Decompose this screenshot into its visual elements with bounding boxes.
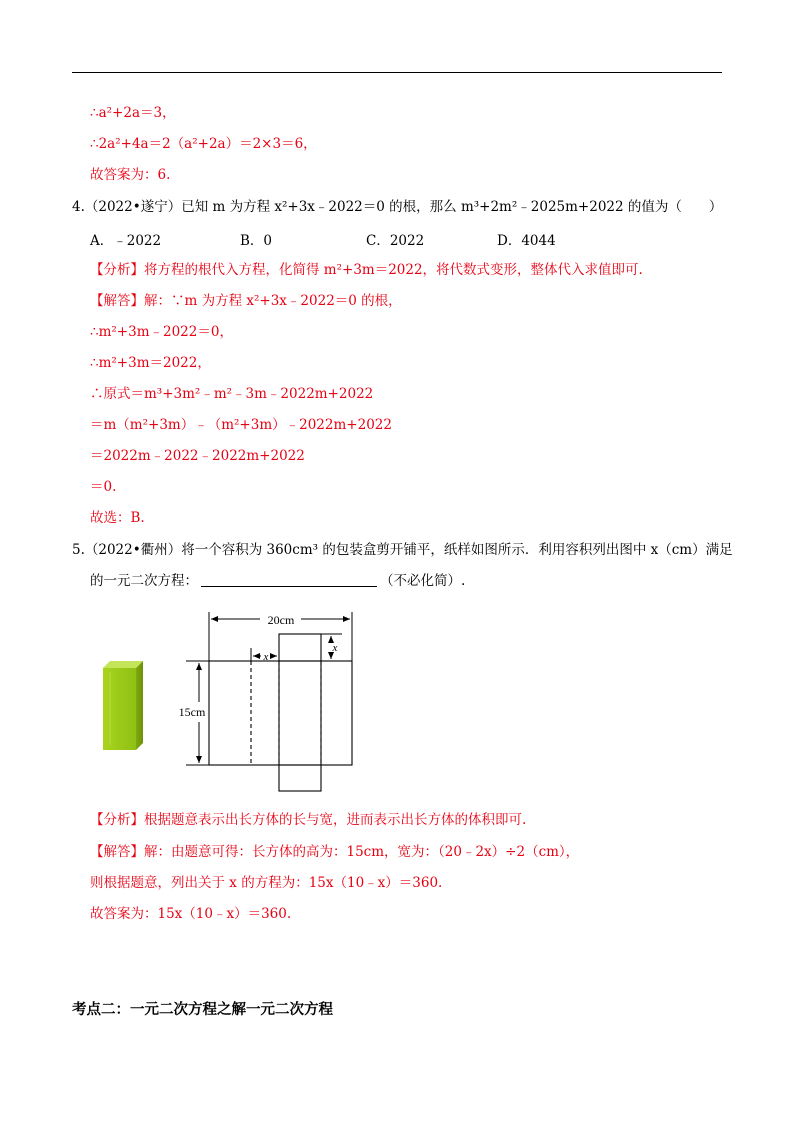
- q4-solution-line-7: ＝0.: [90, 479, 117, 495]
- q5-solution-line-3: 故答案为：15x（10﹣x）＝360.: [90, 906, 292, 922]
- q5-solution-line-1: 【解答】解：由题意可得：长方体的高为：15cm，宽为：（20﹣2x）÷2（cm），: [90, 844, 580, 860]
- q5-solution-line-2: 则根据题意，列出关于 x 的方程为：15x（10﹣x）＝360.: [90, 875, 443, 891]
- q5-stem-suffix: （不必化简）.: [380, 573, 466, 589]
- q4-option-c: C．2022: [366, 233, 425, 249]
- x-horizontal-label: x: [263, 651, 269, 663]
- net-bottom-flap: [279, 765, 321, 791]
- q4-stem: 4.（2022•遂宁）已知 m 为方程 x²+3x﹣2022＝0 的根，那么 m³+2m²﹣2025m+2022 的值为（ ）: [72, 199, 723, 215]
- q4-solution-line-3: ∴m²+3m＝2022，: [90, 355, 211, 371]
- q4-solution-line-1: 【解答】解：∵m 为方程 x²+3x﹣2022＝0 的根，: [90, 293, 402, 309]
- q4-option-d: D．4044: [497, 233, 556, 249]
- x-vertical-label: x: [332, 642, 338, 654]
- section-heading: 考点二：一元二次方程之解一元二次方程: [72, 1001, 333, 1018]
- width-label: 20cm: [267, 613, 295, 627]
- q4-solution-line-2: ∴m²+3m﹣2022＝0，: [90, 324, 233, 340]
- q4-option-a: A．﹣2022: [90, 233, 162, 249]
- q4-solution-line-5: ＝m（m²+3m）﹣（m²+3m）﹣2022m+2022: [90, 417, 392, 433]
- q4-analysis: 【分析】将方程的根代入方程，化简得 m²+3m＝2022，将代数式变形，整体代入求值即可.: [90, 262, 643, 278]
- q4-solution-line-4: ∴原式＝m³+3m²﹣m²﹣3m﹣2022m+2022: [90, 386, 374, 402]
- q4-solution-line-6: ＝2022m﹣2022﹣2022m+2022: [90, 448, 305, 464]
- q5-stem-line-1: 5.（2022•衢州）将一个容积为 360cm³ 的包装盒剪开铺平，纸样如图所示．利用容积列出图中 x（cm）满足: [72, 542, 733, 558]
- prev-solution-line-3: 故答案为：6.: [90, 167, 171, 183]
- height-label: 15cm: [178, 705, 206, 719]
- q4-solution-line-8: 故选：B.: [90, 510, 145, 526]
- x-vertical-dimension: [321, 634, 342, 659]
- q5-analysis: 【分析】根据题意表示出长方体的长与宽，进而表示出长方体的体积即可.: [90, 812, 527, 828]
- q4-option-b: B．0: [240, 233, 273, 249]
- net-top-flap: [279, 634, 321, 661]
- q5-stem-prefix: 的一元二次方程：: [90, 573, 198, 589]
- net-main-rect: [209, 661, 352, 765]
- prev-solution-line-2: ∴2a²+4a＝2（a²+2a）＝2×3＝6，: [90, 136, 317, 152]
- package-box-image: [103, 661, 143, 750]
- prev-solution-line-1: ∴a²+2a＝3，: [90, 105, 176, 121]
